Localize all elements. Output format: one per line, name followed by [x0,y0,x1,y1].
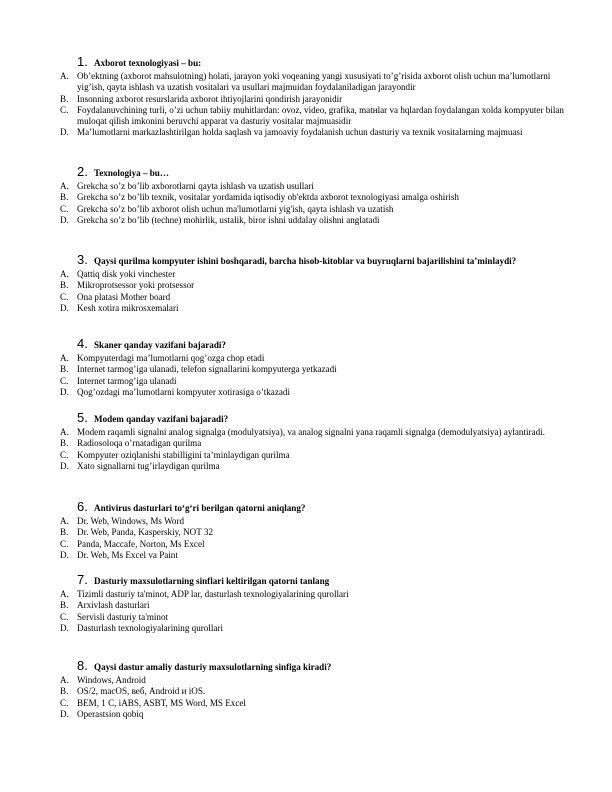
option-text: Windows, Android [77,675,146,686]
option-text: Grekcha so’z bo’lib texnik, vositalar yordamida iqtisodiy ob'ektda axborot texnologiyasi amalga oshirish [77,192,459,203]
answer-option [60,450,567,461]
option-text: Modem raqamli signalni analog signalga (modulyatsiya), va analog signalni yana raqamli signalga (demodulyatsiya) aylantiradi. [77,427,545,438]
answer-option [60,589,567,600]
question-block [60,252,567,314]
option-text: Internet tarmog’iga ulanadi [77,375,177,386]
question-block [60,499,567,561]
option-text: OS/2, macOS, веб, Android и iOS. [77,686,206,697]
answer-option [60,192,567,203]
option-letter: C. [60,611,69,622]
option-text: Arxivlash dasturlari [77,600,150,611]
answer-option [60,105,567,127]
option-text: Servisli dasturiy ta'minot [77,611,169,622]
answer-option [60,516,567,527]
answer-option [60,698,567,709]
option-text: Panda, Maccafe, Norton, Ms Excel [77,538,205,549]
option-letter: A. [60,516,69,527]
answer-option [60,71,567,93]
answer-option [60,675,567,686]
option-letter: D. [60,302,69,313]
option-letter: C. [60,449,69,460]
option-letter: A. [60,675,69,686]
answer-option [60,364,567,375]
option-text: Grekcha so’z bo’lib (techne) mohirlik, ustalik, biror ishni uddalay olishni anglatadi [77,214,380,225]
question-block [60,410,567,472]
answer-options [60,181,567,226]
option-text: Kompyuterdagi ma’lumotlarni qog’ozga chop etadi [77,353,265,364]
answer-options [60,353,567,398]
answer-option [60,600,567,611]
answer-options [60,71,567,138]
option-letter: A. [60,353,69,364]
answer-option [60,269,567,280]
option-letter: D. [60,214,69,225]
option-letter: D. [60,622,69,633]
question-text: Axborot texnologiyasi – bu: [94,58,202,68]
question-block [60,336,567,398]
answer-option [60,623,567,634]
answer-option [60,181,567,192]
question-text: Skaner qanday vazifani bajaradi? [94,340,226,350]
question-number: 7. [77,572,88,587]
option-letter: D. [60,386,69,397]
question-heading [77,658,567,673]
option-text: Radiosoloqa o’rnatadigan qurilma [77,438,202,449]
answer-option [60,204,567,215]
question-block [60,54,567,138]
option-text: Tizimli dasturiy ta'minot, ADP lar, dasturlash texnologiyalarining qurollari [77,589,349,600]
answer-option [60,438,567,449]
answer-option [60,280,567,291]
option-letter: B. [60,686,69,697]
answer-option [60,303,567,314]
option-letter: A. [60,269,69,280]
option-text: Ma’lumotlarni markazlashtirilgan holda saqlash va jamoaviy foydalanish uchun dasturiy va texnik vositalarning majmuasi [77,127,523,138]
question-number: 5. [77,410,88,425]
option-letter: C. [60,104,69,115]
question-heading [77,164,567,179]
option-text: Insonning axborot resurslarida axborot ihtiyojlarini qondirish jarayonidir [77,93,343,104]
question-heading [77,499,567,514]
option-letter: B. [60,280,69,291]
question-number: 8. [77,658,88,673]
question-number: 6. [77,499,88,514]
option-letter: C. [60,538,69,549]
question-number: 2. [77,164,88,179]
answer-option [60,292,567,303]
answer-options [60,675,567,720]
question-heading [77,572,567,587]
option-text: Foydalanuvchining turli, o’zi uchun tabiiy muhitlardan: ovoz, video, grafika, matнlar va hqlardan foydalangan xolda kompyuter bilan muloqat qilish imkonini beruvchi apparat va dasturiy vositalar majmuasidir [77,104,564,127]
option-text: Qattiq disk yoki vinchester [77,269,176,280]
question-text: Qaysi qurilma kompyuter ishini boshqaradi, barcha hisob-kitoblar va buyruqlarni bajarilishini ta’minlaydi? [94,256,517,266]
answer-option [60,94,567,105]
option-text: Xato signallarni tug’irlaydigan qurilma [77,460,220,471]
option-text: BEM, 1 C, iABS, ASBT, MS Word, MS Excel [77,697,246,708]
answer-option [60,461,567,472]
option-letter: B. [60,192,69,203]
question-text: Texnologiya – bu… [94,168,169,178]
answer-option [60,376,567,387]
answer-option [60,215,567,226]
option-letter: B. [60,600,69,611]
option-letter: B. [60,527,69,538]
option-letter: B. [60,364,69,375]
answer-option [60,353,567,364]
option-letter: D. [60,460,69,471]
option-letter: B. [60,93,69,104]
question-heading [77,252,567,267]
answer-option [60,686,567,697]
option-text: Kesh xotira mikrosxemalari [77,302,179,313]
option-letter: A. [60,181,69,192]
option-letter: A. [60,71,69,82]
question-number: 3. [77,252,88,267]
option-letter: D. [60,549,69,560]
answer-option [60,550,567,561]
question-number: 4. [77,336,88,351]
answer-option [60,427,567,438]
question-heading [77,410,567,425]
option-letter: B. [60,438,69,449]
option-text: Dr. Web, Windows, Ms Word [77,516,185,527]
option-text: Ona platasi Mother board [77,291,171,302]
option-text: Kompyuter oziqlanishi stabilligini ta’minlaydigan qurilma [77,449,290,460]
answer-option [60,612,567,623]
option-text: Internet tarmog’iga ulanadi, telefon signallarini kompyuterga yetkazadi [77,364,337,375]
question-text: Qaysi dastur amaliy dasturiy maxsulotlarning sinfiga kiradi? [94,662,332,672]
option-letter: A. [60,427,69,438]
question-text: Dasturiy maxsulotlarning sinflari keltirilgan qatorni tanlang [94,576,330,586]
answer-option [60,387,567,398]
option-text: Qog’ozdagi ma’lumotlarni kompyuter xotirasiga o’tkazadi [77,386,290,397]
option-letter: A. [60,589,69,600]
option-text: Dr. Web, Panda, Kasperskiy, NOT 32 [77,527,213,538]
option-letter: C. [60,291,69,302]
option-letter: C. [60,375,69,386]
question-number: 1. [77,54,88,69]
answer-option [60,539,567,550]
question-block [60,572,567,634]
option-text: Grekcha so’z bo’lib axborotlarni qayta ishlash va uzatish usullari [77,181,314,192]
option-text: Dasturlash texnologiyalarining qurollari [77,622,223,633]
answer-option [60,527,567,538]
answer-option [60,709,567,720]
option-text: Dr. Web, Ms Excel va Paint [77,549,178,560]
answer-options [60,427,567,472]
option-letter: D. [60,708,69,719]
option-letter: D. [60,127,69,138]
option-letter: C. [60,697,69,708]
option-text: Operastsion qobiq [77,708,144,719]
answer-options [60,516,567,561]
option-letter: C. [60,203,69,214]
question-text: Antivirus dasturlari to‘g‘ri berilgan qatorni aniqlang? [94,503,306,513]
option-text: Grekcha so’z bo’lib axborot olish uchun ma'lumotlarni yig'ish, qayta ishlash va uzatish [77,203,394,214]
question-block [60,164,567,226]
question-heading [77,336,567,351]
question-block [60,658,567,720]
option-text: Mikroprotsessor yoki protsessor [77,280,195,291]
option-text: Ob’ektning (axborot mahsulotning) holati, jarayon yoki voqeaning yangi xususiyati to’g’risida axborot olish uchun ma’lumotlarni yig’ish, qayta ishlash va uzatish vositalari va usullari majmuidan foydalaniladigan jarayondir [77,71,551,93]
answer-options [60,589,567,634]
answer-option [60,127,567,138]
question-text: Modem qanday vazifani bajaradi? [94,414,229,424]
question-heading [77,54,567,69]
answer-options [60,269,567,314]
